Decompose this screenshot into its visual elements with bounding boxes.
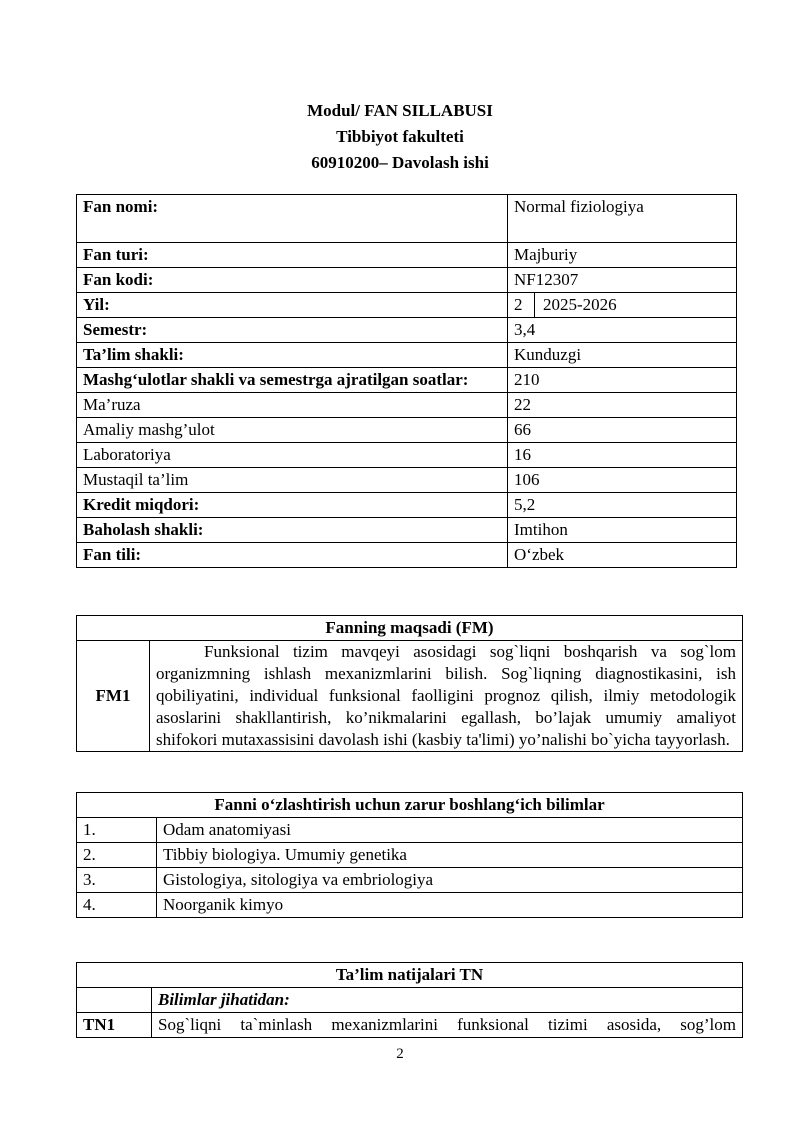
course-goal-table bbox=[76, 615, 743, 752]
fan-kodi-value: NF12307 bbox=[508, 268, 737, 293]
fan-turi-value: Majburiy bbox=[508, 243, 737, 268]
baholash-label: Baholash shakli: bbox=[77, 518, 508, 543]
table-row bbox=[77, 868, 743, 893]
outcomes-subtitle: Bilimlar jihatidan: bbox=[152, 988, 743, 1013]
page-number: 2 bbox=[396, 1046, 404, 1062]
soatlar-value: 210 bbox=[508, 368, 737, 393]
soatlar-label: Mashg‘ulotlar shakli va semestrga ajratilgan soatlar: bbox=[77, 368, 508, 393]
yil-value: 2 bbox=[508, 293, 535, 317]
prereq-number: 3. bbox=[77, 868, 157, 893]
table-row bbox=[77, 893, 743, 918]
talim-shakli-value: Kunduzgi bbox=[508, 343, 737, 368]
fan-nomi-value: Normal fiziologiya bbox=[508, 195, 737, 243]
goal-title: Fanning maqsadi (FM) bbox=[77, 616, 743, 641]
course-info-table bbox=[76, 194, 737, 568]
prerequisites-table bbox=[76, 792, 743, 918]
header-faculty: Tibbiyot fakulteti bbox=[336, 127, 464, 146]
semestr-label: Semestr: bbox=[77, 318, 508, 343]
kredit-value: 5,2 bbox=[508, 493, 737, 518]
amaliy-value: 66 bbox=[508, 418, 737, 443]
fan-tili-value: O‘zbek bbox=[508, 543, 737, 568]
prereq-name: Odam anatomiyasi bbox=[157, 818, 743, 843]
prereq-title: Fanni o‘zlashtirish uchun zarur boshlang‘ich bilimlar bbox=[77, 793, 743, 818]
outcome-text: Sog`liqni ta`minlash mexanizmlarini funksional tizimi asosida, sog’lom bbox=[152, 1013, 743, 1038]
fan-kodi-label: Fan kodi: bbox=[77, 268, 508, 293]
laboratoriya-label: Laboratoriya bbox=[77, 443, 508, 468]
table-row bbox=[77, 818, 743, 843]
baholash-value: Imtihon bbox=[508, 518, 737, 543]
table-row bbox=[77, 843, 743, 868]
amaliy-label: Amaliy mashg’ulot bbox=[77, 418, 508, 443]
talim-shakli-label: Ta’lim shakli: bbox=[77, 343, 508, 368]
yil-label: Yil: bbox=[77, 293, 508, 318]
header-program: 60910200– Davolash ishi bbox=[311, 153, 489, 172]
learning-outcomes-table bbox=[76, 962, 743, 1038]
maruza-label: Ma’ruza bbox=[77, 393, 508, 418]
laboratoriya-value: 16 bbox=[508, 443, 737, 468]
semestr-value: 3,4 bbox=[508, 318, 737, 343]
kredit-label: Kredit miqdori: bbox=[77, 493, 508, 518]
fan-tili-label: Fan tili: bbox=[77, 543, 508, 568]
prereq-name: Noorganik kimyo bbox=[157, 893, 743, 918]
outcomes-title: Ta’lim natijalari TN bbox=[77, 963, 743, 988]
mustaqil-value: 106 bbox=[508, 468, 737, 493]
document-header bbox=[0, 98, 800, 176]
yil-value-cell bbox=[508, 293, 737, 318]
fan-nomi-label: Fan nomi: bbox=[77, 195, 508, 243]
outcome-code: TN1 bbox=[77, 1013, 152, 1038]
prereq-number: 1. bbox=[77, 818, 157, 843]
prereq-name: Tibbiy biologiya. Umumiy genetika bbox=[157, 843, 743, 868]
maruza-value: 22 bbox=[508, 393, 737, 418]
goal-text: Funksional tizim mavqeyi asosidagi sog`liqni boshqarish va sog`lom organizmning ishlash mexanizmlarini bilish. Sog`liqning diagnostikasini, ish qobiliyatini, individual funksional faolligini prognoz qilish, ilmiy metodologik asoslarini shakllantirish, ko’nikmalarini egallash, bo’lajak umumiy amaliyot shifokori mutaxassisini davolash ishi (kasbiy ta'limi) yo’nalishi bo`yicha tayyorlash. bbox=[150, 641, 743, 752]
prereq-number: 2. bbox=[77, 843, 157, 868]
yil-range: 2025-2026 bbox=[543, 295, 617, 314]
fan-turi-label: Fan turi: bbox=[77, 243, 508, 268]
goal-code: FM1 bbox=[77, 641, 150, 752]
mustaqil-label: Mustaqil ta’lim bbox=[77, 468, 508, 493]
prereq-name: Gistologiya, sitologiya va embriologiya bbox=[157, 868, 743, 893]
prereq-number: 4. bbox=[77, 893, 157, 918]
outcomes-empty-cell bbox=[77, 988, 152, 1013]
header-title: Modul/ FAN SILLABUSI bbox=[307, 101, 493, 120]
